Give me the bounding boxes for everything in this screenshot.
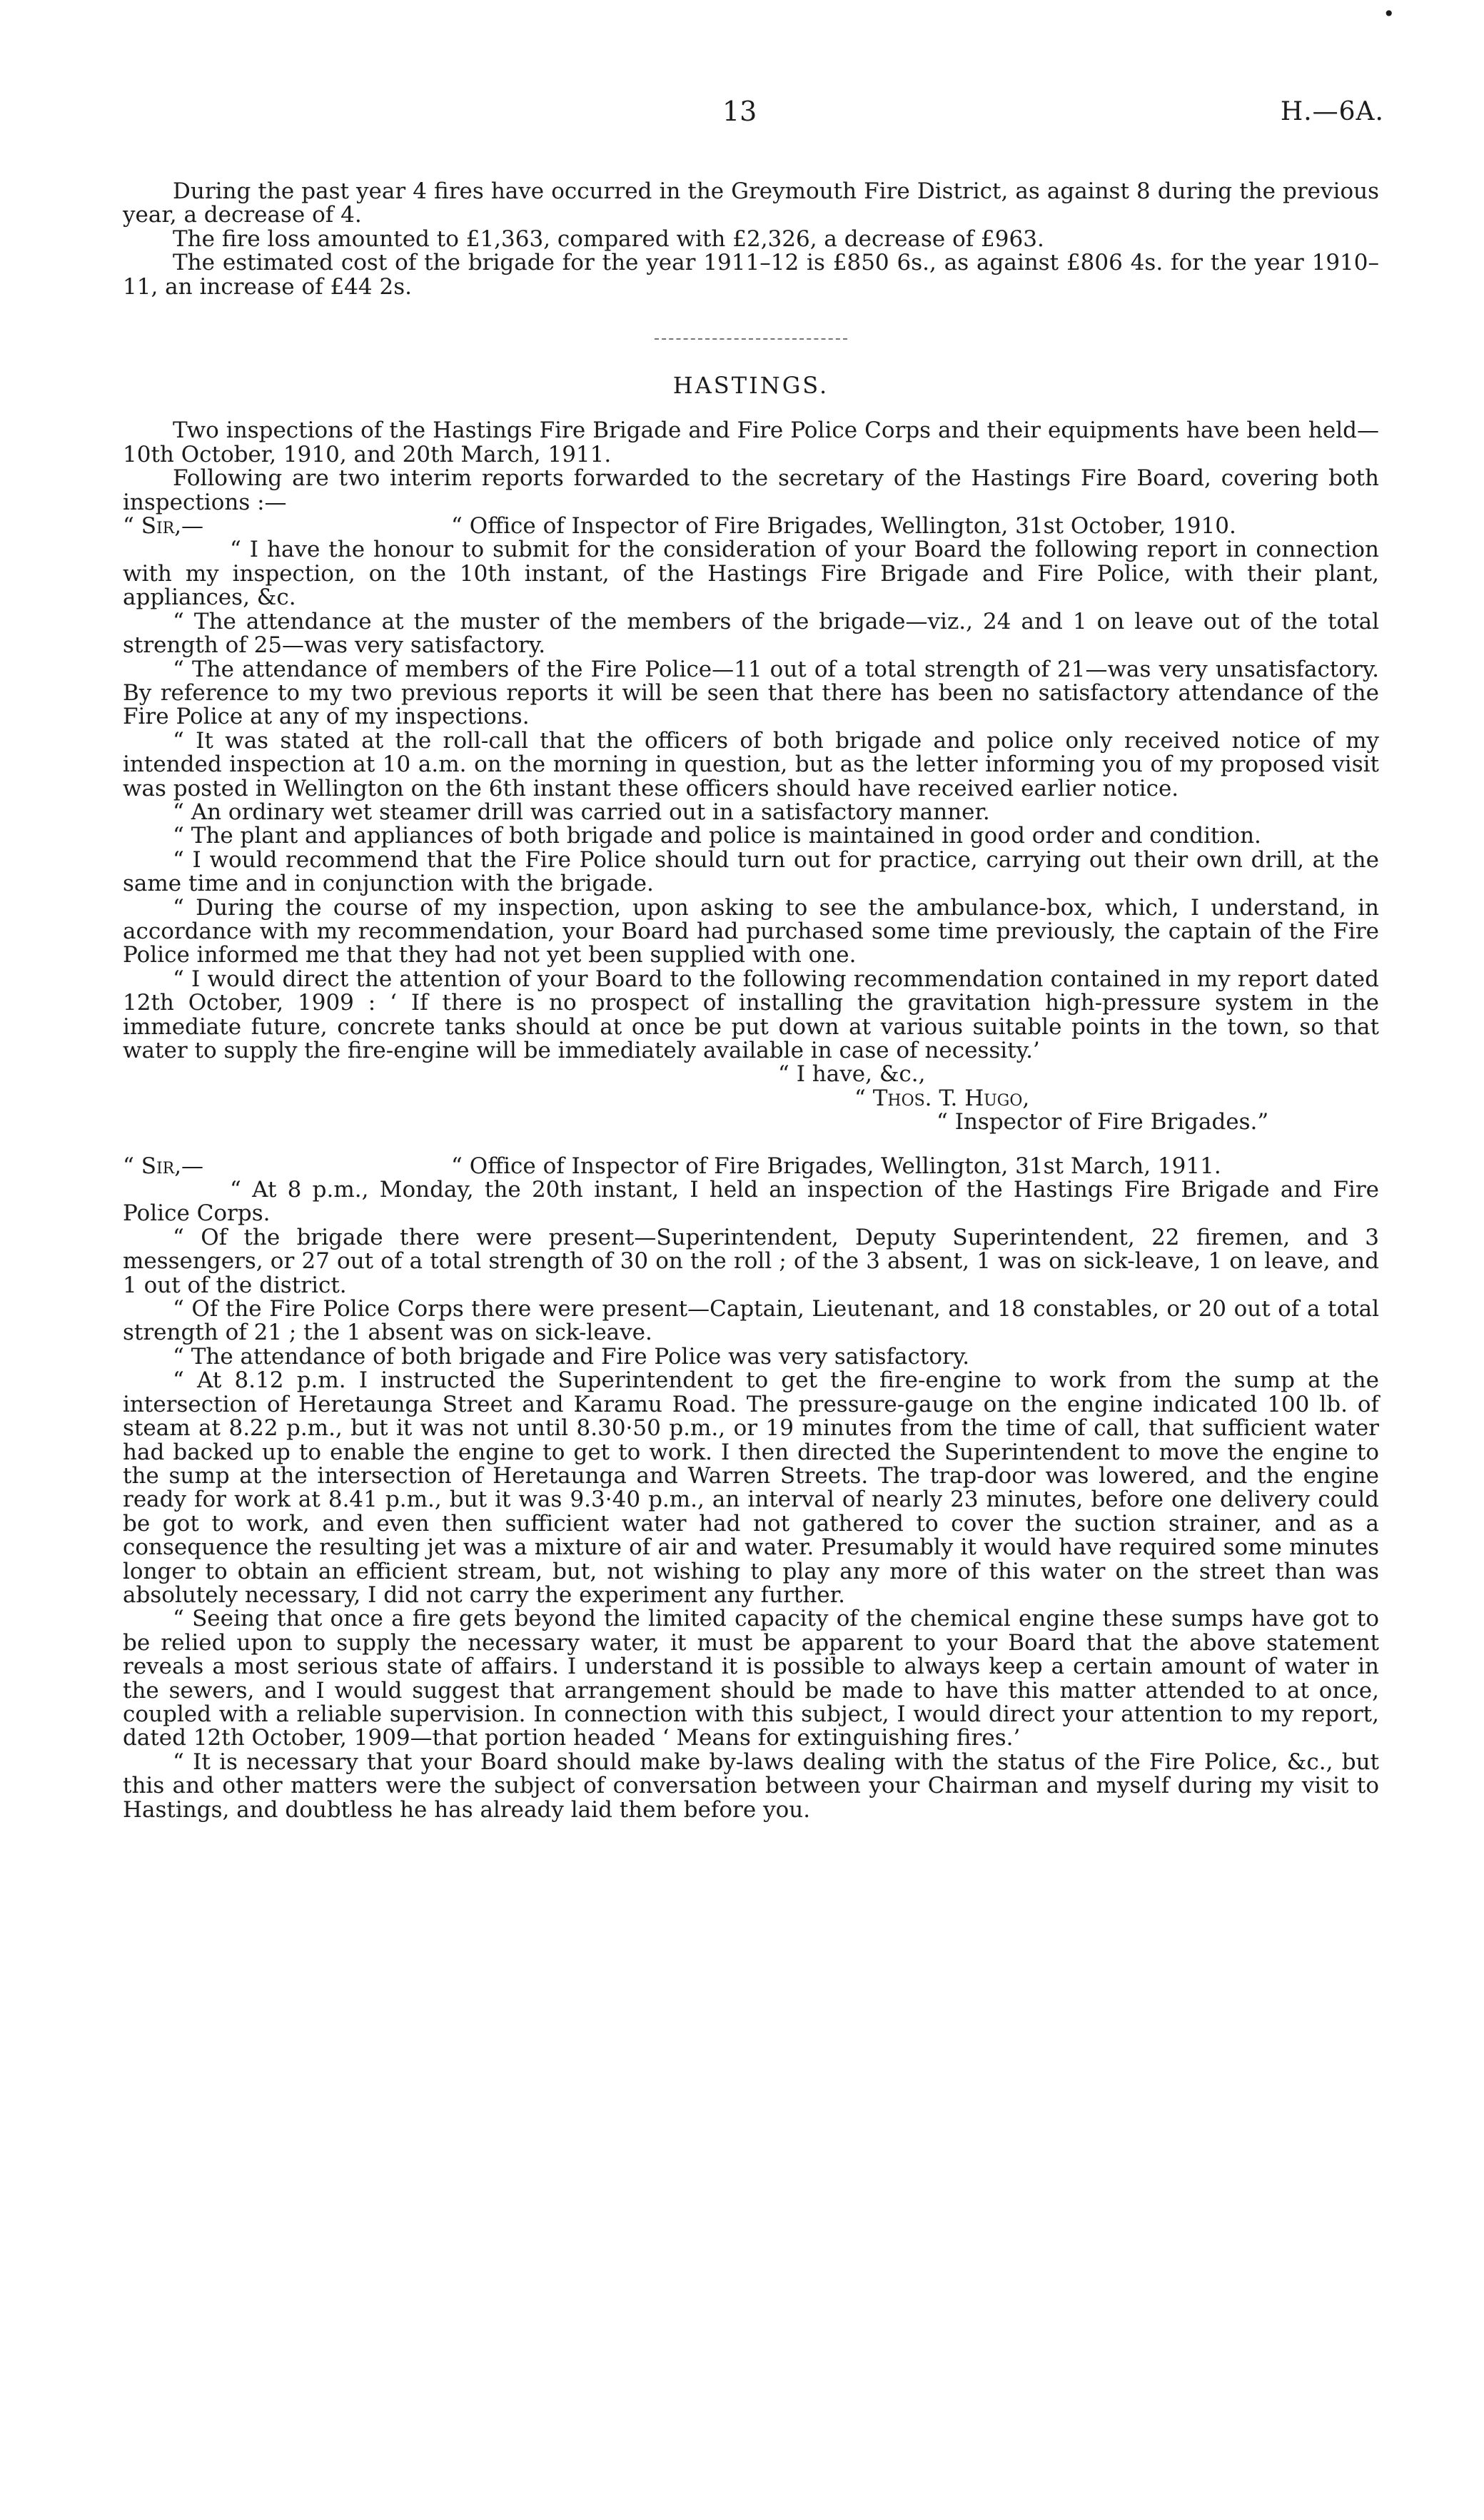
letter-signature: “ Thos. T. Hugo, (854, 1085, 1030, 1111)
paragraph: “ The plant and appliances of both brigade and police is maintained in good order and condition. (173, 823, 1261, 849)
paragraph: “ The attendance of members of the Fire Police—11 out of a total strength of 21—was very unsatisfactory. By reference to my two previous reports it will be seen that there has been no satisfactory attendance of the Fire Police at any of my inspections. (123, 656, 1379, 730)
corner-dot: • (1383, 2, 1395, 26)
spacer (123, 1135, 1379, 1155)
paragraph: “ I would recommend that the Fire Police should turn out for practice, carrying out their own drill, at the same time and in conjunction with the brigade. (123, 846, 1379, 897)
section-divider (655, 338, 847, 340)
paragraph: “ Of the brigade there were present—Superintendent, Deputy Superintendent, 22 firemen, and 3 messengers, or 27 out of a total strength of 30 on the roll ; of the 3 absent, 1 was on sick-leave, 1 on leave, and 1 out of the district. (123, 1224, 1379, 1298)
salutation: “ Sir,— (123, 1153, 204, 1179)
letter-heading (123, 1155, 1379, 1178)
paragraph: “ At 8 p.m., Monday, the 20th instant, I held an inspection of the Hastings Fire Brigade and Fire Police Corps. (123, 1177, 1379, 1227)
page-number: 13 (722, 96, 757, 127)
paragraph: “ It is necessary that your Board should make by-laws dealing with the status of the Fire Police, &c., but this and other matters were the subject of conversation between your Chairman and myself during my visit to Hastings, and doubtless he has already laid them before you. (123, 1749, 1379, 1823)
paragraph: “ An ordinary wet steamer drill was carried out in a satisfactory manner. (173, 799, 990, 825)
document-body (123, 180, 1379, 1822)
paragraph: “ Of the Fire Police Corps there were present—Captain, Lieutenant, and 18 constables, or 20 out of a total strength of 21 ; the 1 absent was on sick-leave. (123, 1296, 1379, 1346)
paragraph: “ The attendance at the muster of the members of the brigade—viz., 24 and 1 on leave out of the total strength of 25—was very satisfactory. (123, 608, 1379, 659)
paragraph: “ During the course of my inspection, upon asking to see the ambulance-box, which, I understand, in accordance with my recommendation, your Board had purchased some time previously, the captain of the Fire Police informed me that they had not yet been supplied with one. (123, 894, 1379, 968)
section-heading: HASTINGS. (672, 372, 829, 400)
page-header (0, 96, 1484, 136)
paragraph: The fire loss amounted to £1,363, compared with £2,326, a decrease of £963. (173, 226, 1044, 252)
paragraph: “ At 8.12 p.m. I instructed the Superintendent to get the fire-engine to work from the sump at the intersection of Heretaunga Street and Karamu Road. The pressure-gauge on the engine indicated 100 lb. of steam at 8.22 p.m., but it was not until 8.30·50 p.m., or 19 minutes from the time of call, that sufficient water had backed up to enable the engine to get to work. I then directed the Superintendent to move the engine to the sump at the intersection of Heretaunga and Warren Streets. The trap-door was lowered, and the engine ready for work at 8.41 p.m., but it was 9.3·40 p.m., an interval of nearly 23 minutes, before one delivery could be got to work, and even then sufficient water had not gathered to cover the suction strainer, and as a consequence the resulting jet was a mixture of air and water. Presumably it would have required some minutes longer to obtain an efficient stream, but, not wishing to play any more of this water on the street than was absolutely necessary, I did not carry the experiment any further. (123, 1367, 1379, 1608)
paragraph: Following are two interim reports forwarded to the secretary of the Hastings Fire Board, covering both inspections :— (123, 465, 1379, 515)
salutation: “ Sir,— (123, 513, 204, 540)
letter-closing: “ I have, &c., (778, 1061, 926, 1088)
greymouth-section (123, 180, 1379, 299)
office-line: “ Office of Inspector of Fire Brigades, Wellington, 31st October, 1910. (451, 513, 1236, 540)
document-reference: H.—6A. (1280, 97, 1384, 126)
report-letter-2 (123, 1155, 1379, 1822)
report-letter-1 (123, 515, 1379, 1135)
paragraph: During the past year 4 fires have occurred in the Greymouth Fire District, as against 8 during the previous year, a decrease of 4. (123, 178, 1379, 228)
paragraph: “ It was stated at the roll-call that the officers of both brigade and police only received notice of my intended inspection at 10 a.m. on the morning in question, but as the letter informing you of my proposed visit was posted in Wellington on the 6th instant these officers should have received earlier notice. (123, 727, 1379, 801)
letter-signatory-title: “ Inspector of Fire Brigades.” (937, 1109, 1269, 1135)
paragraph: The estimated cost of the brigade for the year 1911–12 is £850 6s., as against £806 4s. for the year 1910–11, an increase of £44 2s. (123, 250, 1379, 300)
paragraph: “ I have the honour to submit for the consideration of your Board the following report in connection with my inspection, on the 10th instant, of the Hastings Fire Brigade and Fire Police, with their plant, appliances, &c. (123, 537, 1379, 611)
paragraph: “ I would direct the attention of your Board to the following recommendation contained in my report dated 12th October, 1909 : ‘ If there is no prospect of installing the gravitation high-pressure system in the immediate future, concrete tanks should at once be put down at various suitable points in the town, so that water to supply the fire-engine will be immediately available in case of necessity.’ (123, 966, 1379, 1063)
paragraph: “ Seeing that once a fire gets beyond the limited capacity of the chemical engine these sumps have got to be relied upon to supply the necessary water, it must be apparent to your Board that the above statement reveals a most serious state of affairs. I understand it is possible to always keep a certain amount of water in the sewers, and I would suggest that arrangement should be made to have this matter attended to at once, coupled with a reliable supervision. In connection with this subject, I would direct your attention to my report, dated 12th October, 1909—that portion headed ‘ Means for extinguishing fires.’ (123, 1606, 1379, 1751)
office-line: “ Office of Inspector of Fire Brigades, Wellington, 31st March, 1911. (451, 1153, 1221, 1179)
hastings-section (123, 374, 1379, 1822)
paragraph: “ The attendance of both brigade and Fire Police was very satisfactory. (173, 1343, 970, 1370)
paragraph: Two inspections of the Hastings Fire Brigade and Fire Police Corps and their equipments have been held—10th October, 1910, and 20th March, 1911. (123, 418, 1379, 467)
letter-heading (123, 515, 1379, 538)
